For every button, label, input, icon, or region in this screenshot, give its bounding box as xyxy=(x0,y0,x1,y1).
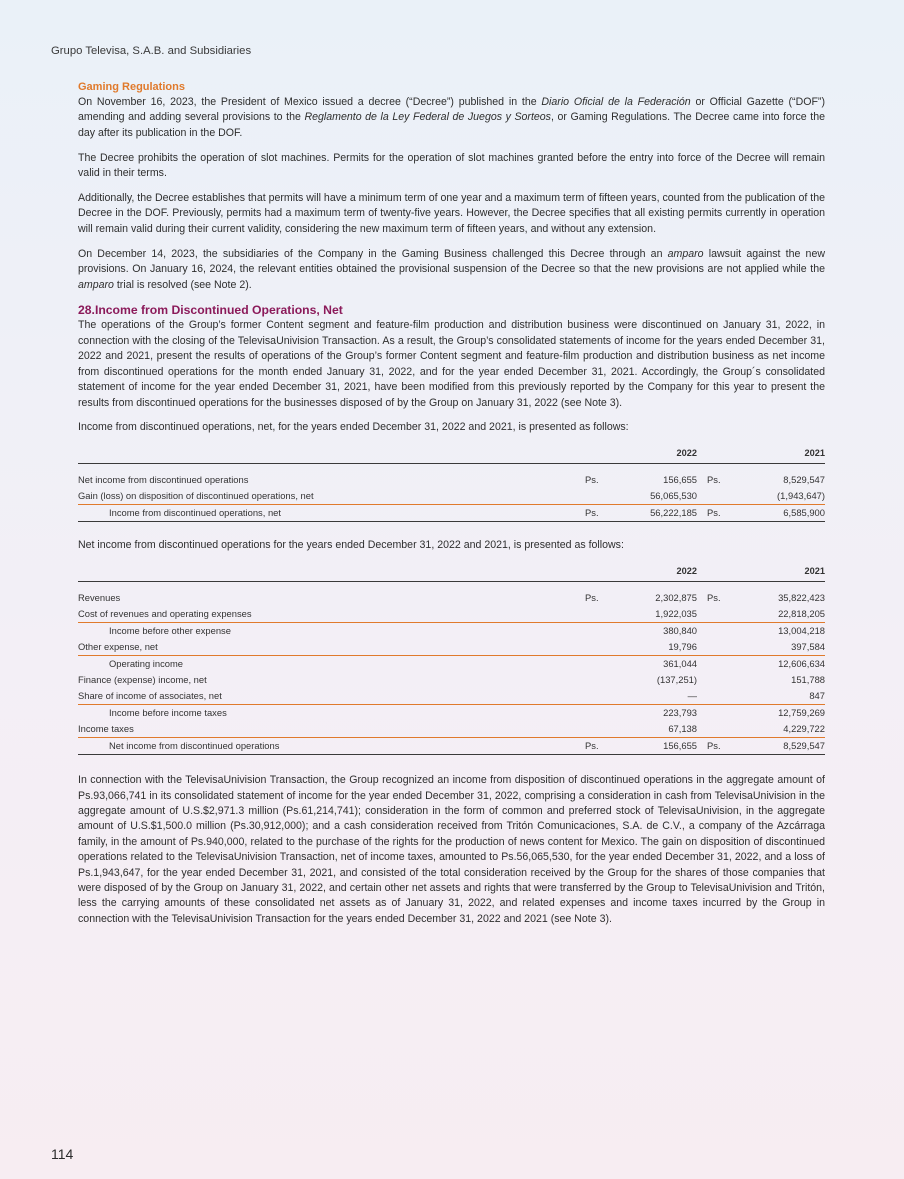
gaming-paragraph-3: Additionally, the Decree establishes that permits will have a minimum term of one year and a maximum term of fifteen years, counted from the publication of the Decree in the DOF. Previously, permits had a maximum term of twenty-five years. However, the Decree specifies that all existing permits currently in operation will remain valid during their current validity, considering the new maximum term of fifteen years, and without any extension. xyxy=(78,192,826,235)
table-row: Gain (loss) on disposition of discontinued operations, net 56,065,530 (1,943,647) xyxy=(78,488,825,505)
table-row: Share of income of associates, net — 847 xyxy=(78,688,825,705)
table-subtotal-row: Income before other expense 380,840 13,004,218 xyxy=(109,625,825,637)
column-2022: 2022 xyxy=(676,565,697,576)
table-row: Other expense, net 19,796 397,584 xyxy=(78,639,825,656)
table-row: Finance (expense) income, net (137,251) 151,788 xyxy=(78,674,825,686)
table-header-row xyxy=(78,561,825,582)
document-header: Grupo Televisa, S.A.B. and Subsidiaries xyxy=(51,45,252,57)
net-income-discontinued-table xyxy=(78,561,825,756)
income-discontinued-table xyxy=(78,443,825,523)
gaming-paragraph-4: On December 14, 2023, the subsidiaries of the Company in the Gaming Business challenged this Decree through an amparo lawsuit against the new provisions. On January 16, 2024, the relevant entities obtained the provisional suspension of the Decree so that the new provisions are not applied while the amparo trial is resolved (see Note 2). xyxy=(78,247,825,291)
column-2022: 2022 xyxy=(676,447,697,458)
column-2021: 2021 xyxy=(804,565,825,576)
table2-caption: Net income from discontinued operations for the years ended December 31, 2022 and 2021, is presented as follows: xyxy=(78,539,624,552)
section-intro: The operations of the Group’s former Content segment and feature-film production and distribution business were discontinued on January 31, 2022, in connection with the closing of the TelevisaUnivision Transaction. As a result, the Group’s consolidated statements of income for the years ended December 31, 2022 and 2021, present the results of operations of the Group’s former Content segment and feature-film production and distribution business as net income from discontinued operations for the month ended January 31, 2022, and for the year ended December 31, 2021. Accordingly, the Group´s consolidated statement of income for the year ended December 31, 2021, have been modified from this previously reported by the Company for this year to present the results from discontinued operations for the businesses disposed of by the Group on January 31, 2022 (see Note 3). xyxy=(78,319,825,409)
table-row: Income taxes 67,138 4,229,722 xyxy=(78,721,825,738)
section-title: 28.Income from Discontinued Operations, Net xyxy=(78,303,343,318)
page-content xyxy=(78,79,825,927)
page-number: 114 xyxy=(51,1146,74,1162)
gaming-paragraph-2: The Decree prohibits the operation of slot machines. Permits for the operation of slot machines granted before the entry into force of the Decree will remain valid in their terms. xyxy=(78,151,825,180)
table1-caption: Income from discontinued operations, net, for the years ended December 31, 2022 and 2021, is presented as follows: xyxy=(78,421,629,434)
table-header-row xyxy=(78,443,825,464)
gaming-paragraph-1: On November 16, 2023, the President of Mexico issued a decree (“Decree”) published in the Diario Oficial de la Federación or Official Gazette (“DOF”) amending and adding several provisions to the Reglamento de la Ley Federal de Juegos y Sorteos, or Gaming Regulations. The Decree came into force the day after its publication in the DOF. xyxy=(78,96,825,139)
table-subtotal-row: Operating income 361,044 12,606,634 xyxy=(109,658,825,670)
table-row: Cost of revenues and operating expenses 1,922,035 22,818,205 xyxy=(78,606,825,623)
table-total-row: Net income from discontinued operations Ps. 156,655 Ps. 8,529,547 xyxy=(78,738,825,755)
table-row: Net income from discontinued operations Ps. 156,655 Ps. 8,529,547 xyxy=(78,474,825,486)
table-subtotal-row: Income before income taxes 223,793 12,759,269 xyxy=(109,707,825,719)
closing-paragraph: In connection with the TelevisaUnivision Transaction, the Group recognized an income from disposition of discontinued operations in the aggregate amount of Ps.93,066,741 in its consolidated statement of income for the year ended December 31, 2022, comprising a consideration in cash from TelevisaUnivision in the aggregate amount of U.S.$2,971.3 million (Ps.61,214,741); consideration in the form of common and preferred stock of TelevisaUnivision, in the aggregate amount of U.S.$1,500.0 million (Ps.30,912,000); and a cash consideration received from Tritón Comunicaciones, S.A. de C.V., a company of the Azcárraga family, in the amount of Ps.940,000, related to the purchase of the rights for the production of news content for Mexico. The gain on disposition of discontinued operations related to the TelevisaUnivision Transaction, net of income taxes, amounted to Ps.56,065,530, for the year ended December 31, 2022, and a loss of Ps.1,943,647, for the year ended December 31, 2021, and consisted of the total consideration received by the Group for the shares of those companies that were disposed of by the Group on January 31, 2022, and certain other net assets and rights that were transferred by the Group to TelevisaUnivision and Tritón, less the carrying amounts of these consolidated net assets as of January 31, 2022, and related expenses and income taxes incurred by the Group in connection with the TelevisaUnivision Transaction for the years ended December 31, 2022 and 2021 (see Note 3). xyxy=(78,774,825,925)
table-total-row: Income from discontinued operations, net Ps. 56,222,185 Ps. 6,585,900 xyxy=(78,505,825,522)
column-2021: 2021 xyxy=(804,447,825,458)
gaming-regulations-title: Gaming Regulations xyxy=(78,81,185,93)
table-row: Revenues Ps. 2,302,875 Ps. 35,822,423 xyxy=(78,592,825,604)
